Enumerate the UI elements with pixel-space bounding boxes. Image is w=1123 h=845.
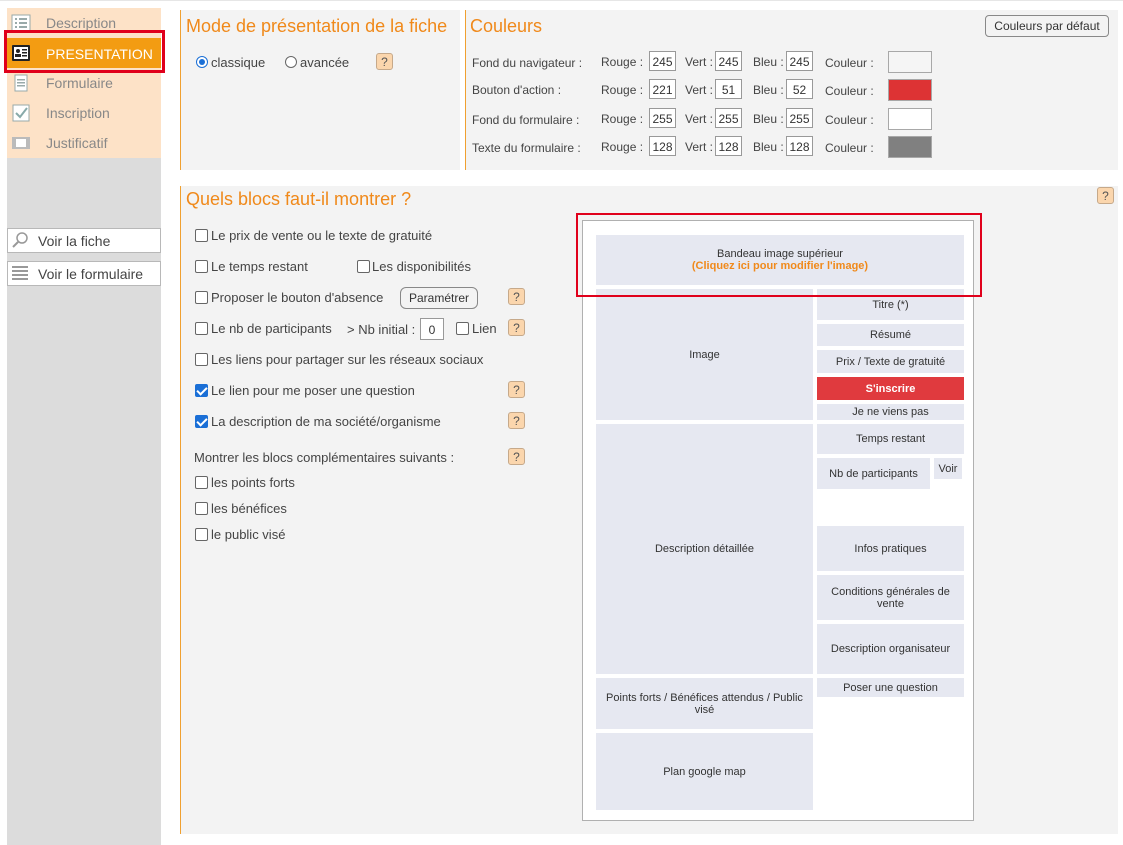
blocs-help-button[interactable]: ? — [1097, 187, 1114, 204]
mode-title: Mode de présentation de la fiche — [186, 16, 448, 36]
sidebar-item-label: PRESENTATION — [46, 46, 153, 62]
blocs-title: Quels blocs faut-il montrer ? — [186, 189, 412, 209]
complementaires-label: Montrer les blocs complémentaires suivants : — [194, 450, 455, 465]
absence-help-button[interactable]: ? — [508, 288, 525, 305]
color-row-label: Fond du navigateur : — [472, 56, 583, 70]
vert-label: Vert : — [685, 83, 714, 97]
question-label: Le lien pour me poser une question — [211, 383, 415, 398]
vert-label: Vert : — [685, 55, 714, 69]
dispo-checkbox[interactable] — [357, 260, 370, 273]
question-block[interactable]: Poser une question — [816, 677, 965, 698]
banner-link[interactable]: (Cliquez ici pour modifier l'image) — [691, 260, 869, 272]
societe-label: La description de ma société/organisme — [211, 414, 441, 429]
couleurs-par-defaut-button[interactable]: Couleurs par défaut — [985, 15, 1109, 37]
couleur-label: Couleur : — [825, 84, 874, 98]
sidebar-item-label: Formulaire — [46, 75, 113, 91]
titre-block[interactable]: Titre (*) — [816, 288, 965, 321]
bleu-label: Bleu : — [753, 140, 784, 154]
vert-input[interactable]: 255 — [715, 108, 742, 128]
voir-la-fiche-button[interactable] — [7, 228, 161, 253]
button-label: Voir le formulaire — [38, 266, 144, 282]
sidebar-item-inscription[interactable] — [7, 98, 161, 128]
rouge-input[interactable]: 245 — [649, 51, 676, 71]
bleu-input[interactable]: 255 — [786, 108, 813, 128]
banner-label: Bandeau image supérieur — [717, 248, 843, 260]
benefices-checkbox[interactable] — [195, 502, 208, 515]
mode-help-button[interactable]: ? — [376, 53, 393, 70]
couleur-label: Couleur : — [825, 56, 874, 70]
sidebar-item-label: Description — [46, 15, 117, 31]
vert-input[interactable]: 128 — [715, 136, 742, 156]
radio-avancee-label: avancée — [300, 55, 350, 70]
lien-label: Lien — [472, 321, 497, 336]
reseaux-label: Les liens pour partager sur les réseaux sociaux — [211, 352, 484, 367]
participants-checkbox[interactable] — [195, 322, 208, 335]
dispo-label: Les disponibilités — [372, 259, 472, 274]
bleu-label: Bleu : — [753, 55, 784, 69]
temps-checkbox[interactable] — [195, 260, 208, 273]
map-block[interactable]: Plan google map — [595, 732, 814, 811]
rouge-label: Rouge : — [601, 140, 644, 154]
absence-block[interactable]: Je ne viens pas — [816, 403, 965, 421]
image-block[interactable]: Image — [595, 288, 814, 421]
vert-label: Vert : — [685, 112, 714, 126]
participants-help-button[interactable]: ? — [508, 319, 525, 336]
bleu-input[interactable]: 128 — [786, 136, 813, 156]
color-row-label: Fond du formulaire : — [472, 113, 580, 127]
participants-label: Le nb de participants — [211, 321, 332, 336]
color-swatch[interactable] — [888, 108, 932, 130]
bleu-input[interactable]: 245 — [786, 51, 813, 71]
checklist-icon — [11, 104, 31, 122]
societe-help-button[interactable]: ? — [508, 412, 525, 429]
radio-classique-label: classique — [211, 55, 266, 70]
color-swatch[interactable] — [888, 136, 932, 158]
societe-checkbox[interactable] — [195, 415, 208, 428]
points-forts-block[interactable]: Points forts / Bénéfices attendus / Public visé — [595, 677, 814, 730]
absence-label: Proposer le bouton d'absence — [211, 290, 384, 305]
rouge-input[interactable]: 128 — [649, 136, 676, 156]
public-vise-checkbox[interactable] — [195, 528, 208, 541]
participants-block[interactable]: Nb de participants — [816, 457, 931, 490]
nb-initial-label: > Nb initial : — [347, 322, 416, 337]
top-divider — [0, 0, 1123, 1]
rouge-label: Rouge : — [601, 112, 644, 126]
radio-avancee[interactable] — [285, 56, 297, 68]
sidebar-item-label: Inscription — [46, 105, 110, 121]
couleur-label: Couleur : — [825, 141, 874, 155]
rouge-label: Rouge : — [601, 83, 644, 97]
prix-block[interactable]: Prix / Texte de gratuité — [816, 349, 965, 374]
couleur-label: Couleur : — [825, 113, 874, 127]
conditions-block[interactable]: Conditions générales de vente — [816, 574, 965, 621]
bleu-input[interactable]: 52 — [786, 79, 813, 99]
organisateur-block[interactable]: Description organisateur — [816, 623, 965, 675]
inscrire-button[interactable]: S'inscrire — [816, 376, 965, 401]
color-row-label: Bouton d'action : — [472, 83, 562, 97]
document-icon — [11, 74, 31, 92]
prix-checkbox[interactable] — [195, 229, 208, 242]
question-checkbox[interactable] — [195, 384, 208, 397]
complementaires-help-button[interactable]: ? — [508, 448, 525, 465]
rouge-input[interactable]: 221 — [649, 79, 676, 99]
points-forts-checkbox[interactable] — [195, 476, 208, 489]
nb-initial-input[interactable]: 0 — [420, 318, 444, 340]
absence-checkbox[interactable] — [195, 291, 208, 304]
ticket-icon — [11, 134, 31, 152]
points-forts-label: les points forts — [211, 475, 295, 490]
bleu-label: Bleu : — [753, 83, 784, 97]
voir-button[interactable]: Voir — [933, 457, 963, 480]
public-vise-label: le public visé — [211, 527, 286, 542]
voir-le-formulaire-button[interactable] — [7, 261, 161, 286]
question-help-button[interactable]: ? — [508, 381, 525, 398]
vert-input[interactable]: 51 — [715, 79, 742, 99]
couleurs-title: Couleurs — [470, 16, 543, 36]
color-row-label: Texte du formulaire : — [472, 141, 581, 155]
radio-classique[interactable] — [196, 56, 208, 68]
color-swatch[interactable] — [888, 79, 932, 101]
temps-label: Le temps restant — [211, 259, 308, 274]
button-label: Voir la fiche — [38, 233, 111, 249]
selection-highlight — [4, 30, 165, 73]
reseaux-checkbox[interactable] — [195, 353, 208, 366]
rouge-input[interactable]: 255 — [649, 108, 676, 128]
vert-input[interactable]: 245 — [715, 51, 742, 71]
banner-highlight — [576, 213, 982, 297]
rouge-label: Rouge : — [601, 55, 644, 69]
parametrer-button[interactable]: Paramétrer — [400, 287, 478, 309]
sidebar-item-justificatif[interactable] — [7, 128, 161, 158]
color-swatch[interactable] — [888, 51, 932, 73]
magnifier-icon — [10, 231, 30, 249]
vert-label: Vert : — [685, 140, 714, 154]
temps-block[interactable]: Temps restant — [816, 423, 965, 455]
description-block[interactable]: Description détaillée — [595, 423, 814, 675]
form-icon — [10, 264, 30, 282]
benefices-label: les bénéfices — [211, 501, 287, 516]
bleu-label: Bleu : — [753, 112, 784, 126]
sidebar-item-label: Justificatif — [46, 135, 108, 151]
prix-label: Le prix de vente ou le texte de gratuité — [211, 228, 433, 243]
resume-block[interactable]: Résumé — [816, 323, 965, 347]
infos-block[interactable]: Infos pratiques — [816, 525, 965, 572]
lien-checkbox[interactable] — [456, 322, 469, 335]
